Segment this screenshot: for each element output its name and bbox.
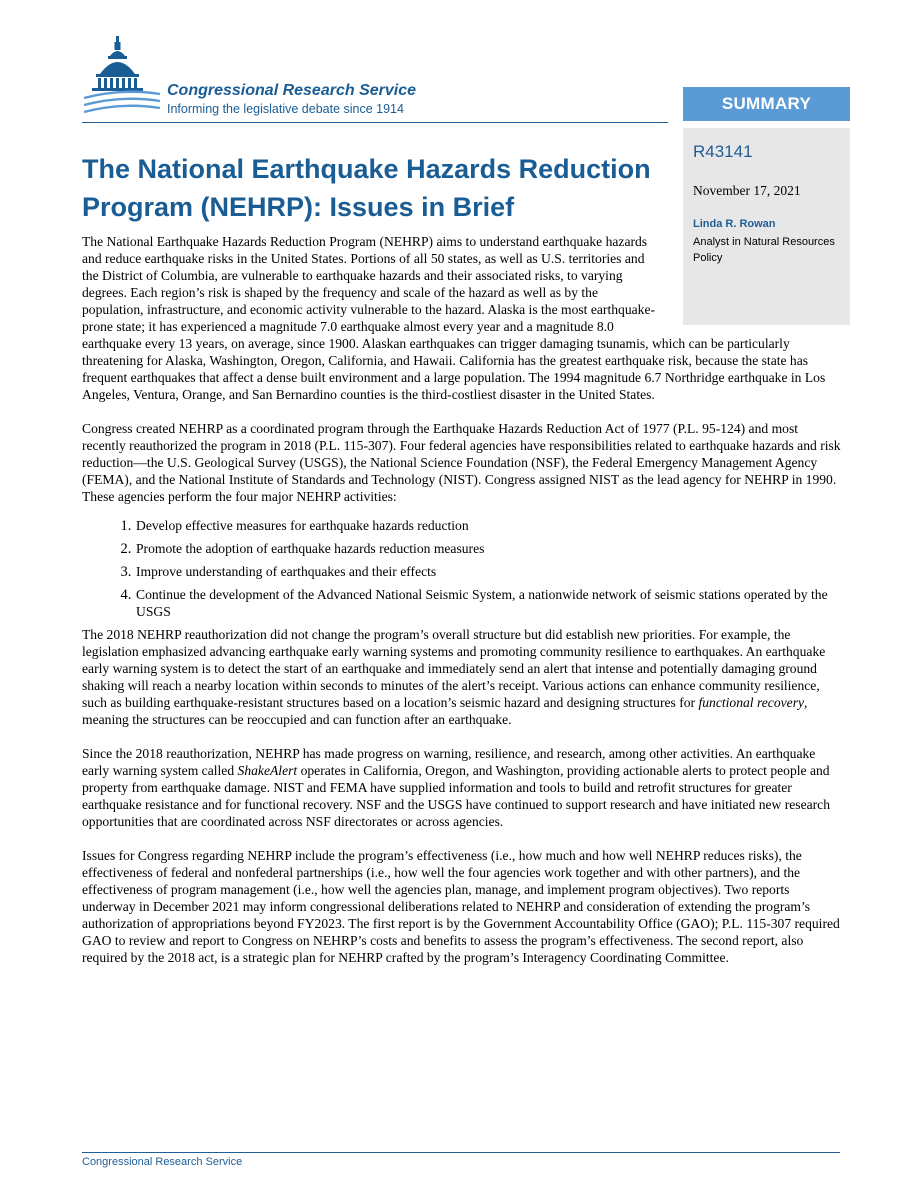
sidebar-wrap-spacer bbox=[656, 233, 842, 335]
paragraph-issues: Issues for Congress regarding NEHRP include the program’s effectiveness (i.e., how much and how well NEHRP reduces risks), the effectiveness of federal and nonfederal partnerships (i.e., how well the four agencies work together and with other partners), and the effectiveness of program management (i.e., how well the agencies plan, manage, and implement program objectives). Two reports underway in December 2021 may inform congressional deliberations related to NEHRP and consideration of extending the program’s authorization of appropriations beyond FY2023. The first report is by the Government Accountability Office (GAO); P.L. 115-307 required GAO to review and report to Congress on NEHRP’s costs and benefits to assess the program’s effectiveness. The second report, also required by the 2018 act, is a strategic plan for NEHRP crafted by the program’s Interagency Coordinating Committee. bbox=[82, 848, 840, 965]
report-number: R43141 bbox=[693, 142, 753, 161]
header-rule bbox=[82, 122, 668, 123]
paragraph-progress: Since the 2018 reauthorization, NEHRP has made progress on warning, resilience, and research, among other activities. An earthquake early warning system called ShakeAlert operates in California, Oregon, and Washington, providing actionable alerts to protect people and property from earthquake damage. NIST and FEMA have supplied information and tools to build and retrofit structures for greater earthquake resistance and for functional recovery. NSF and the USGS have continued to support research and have initiated new research opportunities that are coordinated across NSF directorates or across agencies. bbox=[82, 746, 831, 829]
footer-text: Congressional Research Service bbox=[82, 1156, 243, 1168]
org-tagline: Informing the legislative debate since 1914 bbox=[167, 102, 404, 116]
list-item: 4. Continue the development of the Advanced National Seismic System, a nationwide network of seismic stations operated by the USGS bbox=[135, 586, 842, 620]
summary-body bbox=[82, 233, 842, 983]
list-item: 2. Promote the adoption of earthquake hazards reduction measures bbox=[135, 540, 842, 557]
paragraph-reauthorization: The 2018 NEHRP reauthorization did not change the program’s overall structure but did establish new priorities. For example, the legislation emphasized advancing earthquake early warning systems and promoting community resilience to earthquakes. An earthquake early warning system is to detect the start of an earthquake and immediately send an alert that intense and potentially damaging ground shaking will reach a nearby location within seconds to minutes of the alert’s receipt. Various actions can enhance community resilience, such as building earthquake-resistant structures based on a location’s seismic hazard and designing structures for functional recovery, meaning the structures can be reoccupied and can function after an earthquake. bbox=[82, 627, 826, 727]
activities-list bbox=[82, 517, 842, 620]
list-item: 1. Develop effective measures for earthquake hazards reduction bbox=[135, 517, 842, 534]
footer-rule bbox=[82, 1152, 840, 1153]
paragraph-overview: The National Earthquake Hazards Reduction Program (NEHRP) aims to understand earthquake hazards and reduce earthquake risks in the United States. Portions of all 50 states, as well as U.S. territories and the District of Columbia, are vulnerable to earthquake hazards and their associated risks, to varying degrees. Each region’s risk is shaped by the frequency and scale of the hazard as well as by the population, infrastructure, and economic activity vulnerable to the hazard. Alaska is the most earthquake-prone state; it has experienced a magnitude 7.0 earthquake almost every year and a magnitude 8.0 earthquake every 13 years, on average, since 1900. Alaskan earthquakes can trigger damaging tsunamis, which can be particularly threatening for Alaska, Washington, Oregon, California, and Hawaii. California has the greatest earthquake risk, because the state has frequent earthquakes that affect a dense built environment and a large population. The 1994 magnitude 6.7 Northridge earthquake in Los Angeles, Ventura, Orange, and San Bernardino counties is the third-costliest disaster in the United States. bbox=[82, 234, 826, 402]
functional-recovery-term: functional recovery bbox=[698, 695, 805, 710]
author-title: Analyst in Natural Resources Policy bbox=[693, 236, 835, 264]
shakealert-term: ShakeAlert bbox=[237, 763, 298, 778]
page-title: The National Earthquake Hazards Reduction Program (NEHRP): Issues in Brief bbox=[82, 154, 651, 222]
paragraph-history: Congress created NEHRP as a coordinated program through the Earthquake Hazards Reduction Act of 1977 (P.L. 95-124) and most recently reauthorized the program in 2018 (P.L. 115-307). Four federal agencies have responsibilities related to earthquake hazards and risk reduction—the U.S. Geological Survey (USGS), the National Science Foundation (NSF), the Federal Emergency Management Agency (FEMA), and the National Institute of Standards and Technology (NIST). Congress assigned NIST as the lead agency for NEHRP in 1990. These agencies perform the four major NEHRP activities: bbox=[82, 421, 841, 504]
org-name: Congressional Research Service bbox=[167, 82, 417, 99]
list-item: 3. Improve understanding of earthquakes and their effects bbox=[135, 563, 842, 580]
crs-logo bbox=[82, 34, 482, 120]
author-name: Linda R. Rowan bbox=[693, 218, 776, 230]
report-date: November 17, 2021 bbox=[693, 183, 801, 198]
capitol-dome-icon bbox=[82, 34, 162, 120]
summary-banner: SUMMARY bbox=[683, 87, 850, 121]
